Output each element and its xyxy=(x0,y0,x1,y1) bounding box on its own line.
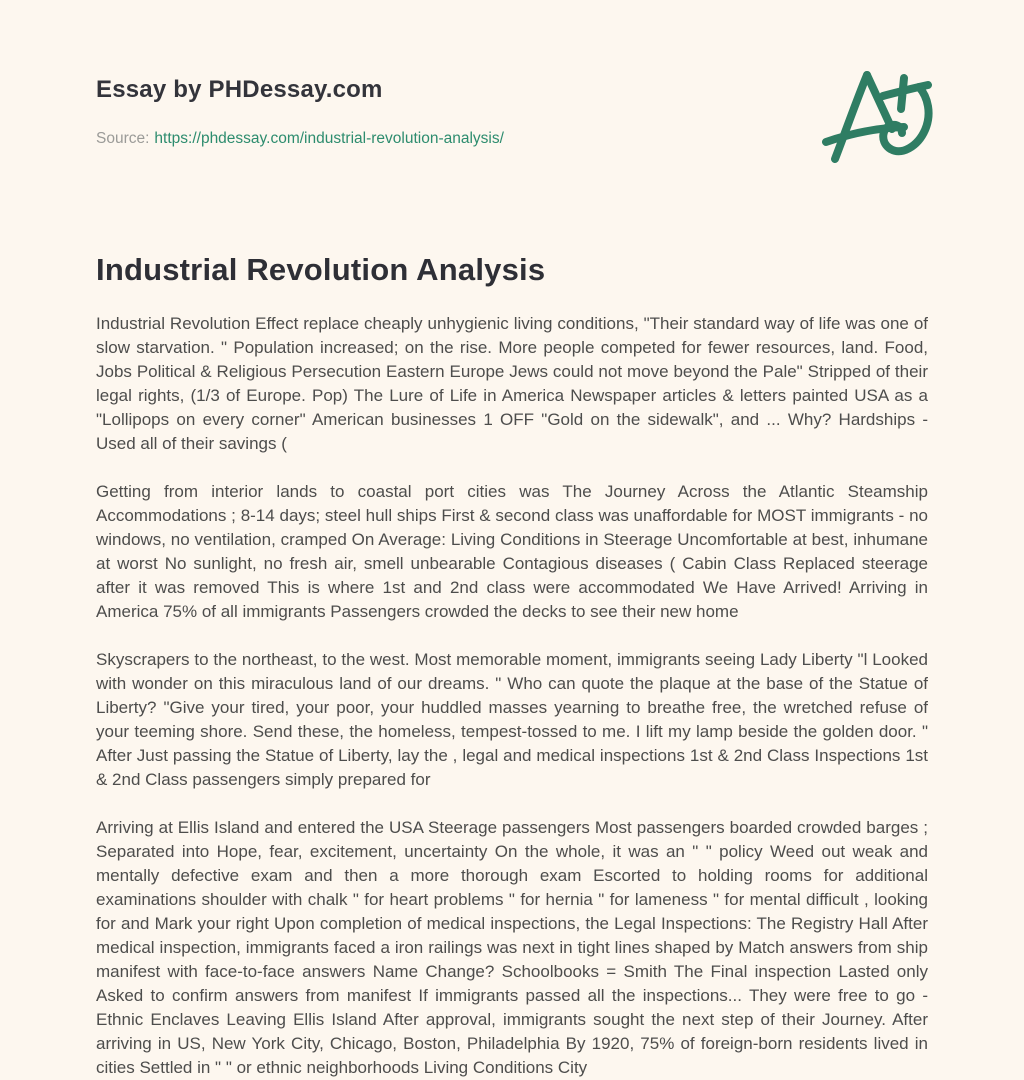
page-header xyxy=(96,76,928,166)
page-title: Industrial Revolution Analysis xyxy=(96,252,546,287)
phdessay-a-plus-logo-icon xyxy=(822,66,934,166)
source-label: Source: xyxy=(96,130,150,147)
byline: Essay by PHDessay.com xyxy=(96,76,383,103)
paragraph: Arriving at Ellis Island and entered the USA Steerage passengers Most passengers boarded crowded barges ; Separated into Hope, fear, excitement, uncertainty On the whole, it was an " " policy Weed out weak and mentally defective exam and then a more thorough exam Escorted to holding rooms for additional examinations shoulder with chalk " for heart problems " for hernia " for lameness " for mental difficult , looking for and Mark your right Upon completion of medical inspections, the Legal Inspections: The Registry Hall After medical inspection, immigrants faced a iron railings was next in tight lines shaped by Match answers from ship manifest with face-to-face answers Name Change? Schoolbooks = Smith The Final inspection Lasted only Asked to confirm answers from manifest If immigrants passed all the inspections... They were free to go - Ethnic Enclaves Leaving Ellis Island After approval, immigrants sought the next step of their Journey. After arriving in US, New York City, Chicago, Boston, Philadelphia By 1920, 75% of foreign-born residents lived in cities Settled in " " or ethnic neighborhoods Living Conditions City xyxy=(96,818,928,1077)
header-text-block xyxy=(96,76,504,148)
paragraph: Industrial Revolution Effect replace cheaply unhygienic living conditions, "Their standard way of life was one of slow starvation. " Population increased; on the rise. More people competed for fewer resources, land. Food, Jobs Political & Religious Persecution Eastern Europe Jews could not move beyond the Pale" Stripped of their legal rights, (1/3 of Europe. Pop) The Lure of Life in America Newspaper articles & letters painted USA as a "Lollipops on every corner" American businesses 1 OFF "Gold on the sidewalk", and ... Why? Hardships - Used all of their savings ( xyxy=(96,314,928,453)
paragraph: Skyscrapers to the northeast, to the west. Most memorable moment, immigrants seeing Lady Liberty "l Looked with wonder on this miraculous land of our dreams. " Who can quote the plaque at the base of the Statue of Liberty? "Give your tired, your poor, your huddled masses yearning to breathe free, the wretched refuse of your teeming shore. Send these, the homeless, tempest-tossed to me. I lift my lamp beside the golden door. " After Just passing the Statue of Liberty, lay the , legal and medical inspections 1st & 2nd Class Inspections 1st & 2nd Class passengers simply prepared for xyxy=(96,650,928,789)
source-link[interactable]: https://phdessay.com/industrial-revolution-analysis/ xyxy=(154,130,504,147)
source-line xyxy=(96,130,504,148)
paragraph: Getting from interior lands to coastal port cities was The Journey Across the Atlantic Steamship Accommodations ; 8-14 days; steel hull ships First & second class was unaffordable for MOST immigrants - no windows, no ventilation, cramped On Average: Living Conditions in Steerage Uncomfortable at best, inhumane at worst No sunlight, no fresh air, smell unbearable Contagious diseases ( Cabin Class Replaced steerage after it was removed This is where 1st and 2nd class were accommodated We Have Arrived! Arriving in America 75% of all immigrants Passengers crowded the decks to see their new home xyxy=(96,482,928,621)
article-body xyxy=(96,312,928,1080)
